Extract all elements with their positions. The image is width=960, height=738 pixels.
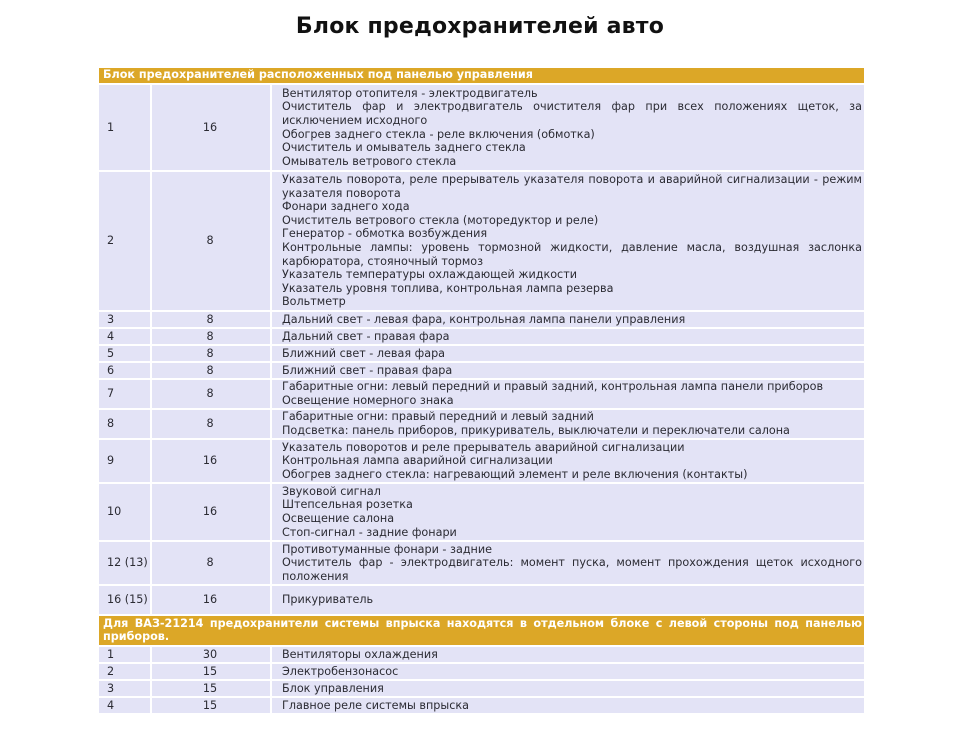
table-row xyxy=(98,362,865,379)
fuse-number: 5 xyxy=(98,345,151,362)
fuse-circuits xyxy=(271,483,865,541)
fuse-amperage: 15 xyxy=(151,680,271,697)
fuse-amperage: 8 xyxy=(151,362,271,379)
circuit-line: Ближний свет - правая фара xyxy=(282,363,453,377)
fuse-circuits xyxy=(271,541,865,585)
fuse-number: 6 xyxy=(98,362,151,379)
circuit-line: Освещение номерного знака xyxy=(282,394,454,407)
circuit-line: Штепсельная розетка xyxy=(282,498,413,512)
fuse-amperage: 8 xyxy=(151,328,271,345)
fuse-circuits xyxy=(271,379,865,409)
fuse-circuits xyxy=(271,680,865,697)
fuse-circuits xyxy=(271,84,865,171)
fuse-amperage: 16 xyxy=(151,439,271,483)
circuit-line: Вентиляторы охлаждения xyxy=(282,647,438,661)
fuse-number: 10 xyxy=(98,483,151,541)
fuse-number: 3 xyxy=(98,680,151,697)
fuse-circuits xyxy=(271,585,865,615)
circuit-line: Блок управления xyxy=(282,681,384,695)
section-header: Блок предохранителей расположенных под панелью управления xyxy=(98,67,865,84)
fuse-circuits xyxy=(271,345,865,362)
circuit-line: Ближний свет - левая фара xyxy=(282,346,446,360)
circuit-line: Указатель температуры охлаждающей жидкости xyxy=(282,268,577,282)
table-row xyxy=(98,84,865,171)
fuse-circuits xyxy=(271,663,865,680)
circuit-line: Подсветка: панель приборов, прикуриватель, выключатели и переключатели салона xyxy=(282,424,790,437)
table-row xyxy=(98,646,865,663)
fuse-number: 4 xyxy=(98,328,151,345)
fuse-number: 12 (13) xyxy=(98,541,151,585)
table-row xyxy=(98,171,865,311)
circuit-line: Вольтметр xyxy=(282,295,346,309)
table-row xyxy=(98,585,865,615)
circuit-line: Обогрев заднего стекла - реле включения (обмотка) xyxy=(282,127,595,141)
circuit-line: Стоп-сигнал - задние фонари xyxy=(282,525,457,539)
page-title: Блок предохранителей авто xyxy=(295,14,665,39)
circuit-line: Очиститель и омыватель заднего стекла xyxy=(282,141,526,155)
fuse-number: 3 xyxy=(98,311,151,328)
fuse-amperage: 16 xyxy=(151,84,271,171)
fuse-number: 4 xyxy=(98,697,151,714)
fuse-circuits xyxy=(271,311,865,328)
section-header-row xyxy=(98,615,865,646)
fuse-circuits xyxy=(271,362,865,379)
fuse-number: 16 (15) xyxy=(98,585,151,615)
circuit-line: Фонари заднего хода xyxy=(282,200,410,214)
circuit-line: Очиститель фар и электродвигатель очистителя фар при всех положениях щеток, за исключением исходного xyxy=(282,100,862,127)
fuse-amperage: 8 xyxy=(151,541,271,585)
fuse-circuits xyxy=(271,409,865,439)
circuit-line: Обогрев заднего стекла: нагревающий элемент и реле включения (контакты) xyxy=(282,467,748,481)
fuse-number: 1 xyxy=(98,84,151,171)
table-row xyxy=(98,328,865,345)
fuse-amperage: 8 xyxy=(151,171,271,311)
circuit-line: Противотуманные фонари - задние xyxy=(282,542,493,556)
fuse-circuits xyxy=(271,171,865,311)
circuit-line: Контрольная лампа аварийной сигнализации xyxy=(282,454,553,468)
fuse-circuits xyxy=(271,697,865,714)
fuse-amperage: 30 xyxy=(151,646,271,663)
table-row xyxy=(98,697,865,714)
fuse-circuits xyxy=(271,328,865,345)
fuse-amperage: 8 xyxy=(151,379,271,409)
circuit-line: Очиститель ветрового стекла (моторедуктор и реле) xyxy=(282,213,599,227)
fuse-number: 8 xyxy=(98,409,151,439)
fuse-amperage: 8 xyxy=(151,409,271,439)
fuse-amperage: 16 xyxy=(151,483,271,541)
circuit-line: Габаритные огни: левый передний и правый задний, контрольная лампа панели приборов xyxy=(282,380,824,394)
circuit-line: Контрольные лампы: уровень тормозной жидкости, давление масла, воздушная заслонка карбюратора, стояночный тормоз xyxy=(282,241,862,268)
circuit-line: Генератор - обмотка возбуждения xyxy=(282,227,488,241)
fuse-circuits xyxy=(271,646,865,663)
table-row xyxy=(98,483,865,541)
circuit-line: Звуковой сигнал xyxy=(282,484,381,498)
fuse-amperage: 16 xyxy=(151,585,271,615)
table-row xyxy=(98,680,865,697)
fuse-table xyxy=(97,66,866,715)
fuse-amperage: 15 xyxy=(151,697,271,714)
table-row xyxy=(98,379,865,409)
fuse-number: 7 xyxy=(98,379,151,409)
table-row xyxy=(98,311,865,328)
fuse-amperage: 15 xyxy=(151,663,271,680)
fuse-number: 2 xyxy=(98,171,151,311)
fuse-amperage: 8 xyxy=(151,311,271,328)
circuit-line: Дальний свет - правая фара xyxy=(282,329,450,343)
table-row xyxy=(98,345,865,362)
circuit-line: Очиститель фар - электродвигатель: момент пуска, момент прохождения щеток исходного положения xyxy=(282,556,862,583)
circuit-line: Указатель поворотов и реле прерыватель аварийной сигнализации xyxy=(282,440,685,454)
table-row xyxy=(98,663,865,680)
circuit-line: Главное реле системы впрыска xyxy=(282,698,470,712)
section-header: Для ВАЗ-21214 предохранители системы впрыска находятся в отдельном блоке с левой стороны под панелью приборов. xyxy=(98,615,865,646)
circuit-line: Освещение салона xyxy=(282,512,395,525)
circuit-line: Габаритные огни: правый передний и левый задний xyxy=(282,410,594,424)
circuit-line: Указатель поворота, реле прерыватель указателя поворота и аварийной сигнализации - режим указателя поворота xyxy=(282,173,862,200)
circuit-line: Вентилятор отопителя - электродвигатель xyxy=(282,86,538,100)
table-row xyxy=(98,439,865,483)
circuit-line: Указатель уровня топлива, контрольная лампа резерва xyxy=(282,281,614,295)
fuse-circuits xyxy=(271,439,865,483)
fuse-number: 9 xyxy=(98,439,151,483)
circuit-line: Электробензонасос xyxy=(282,664,399,678)
fuse-amperage: 8 xyxy=(151,345,271,362)
section-header-row xyxy=(98,67,865,84)
table-row xyxy=(98,541,865,585)
table-row xyxy=(98,409,865,439)
fuse-number: 1 xyxy=(98,646,151,663)
fuse-table-body xyxy=(98,67,865,714)
fuse-number: 2 xyxy=(98,663,151,680)
circuit-line: Прикуриватель xyxy=(282,593,374,607)
circuit-line: Дальний свет - левая фара, контрольная лампа панели управления xyxy=(282,312,686,326)
circuit-line: Омыватель ветрового стекла xyxy=(282,154,457,168)
